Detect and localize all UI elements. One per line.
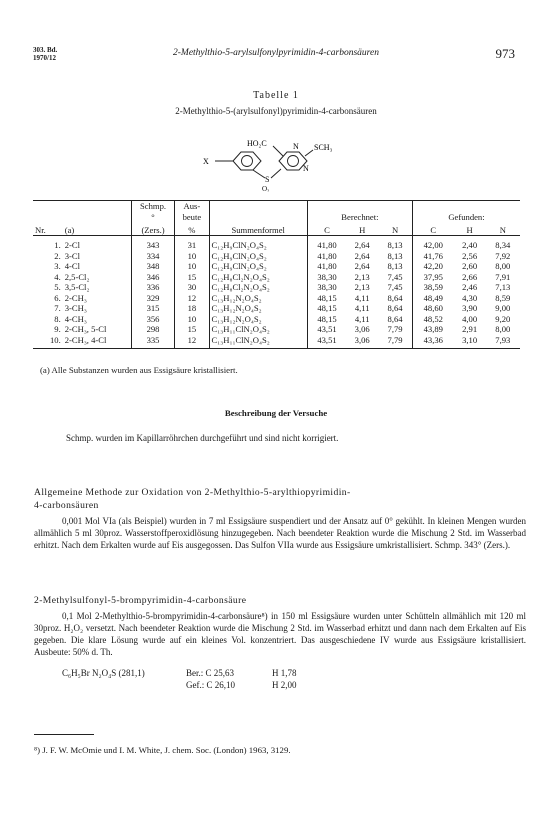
- cell-nr: 2.: [54, 250, 61, 261]
- cell-formula: C₁₂H₈Cl₂N₂O₄S₂: [209, 282, 307, 293]
- cell-gef-h: 2,91: [462, 324, 478, 334]
- cell-gef-n: 9,00: [495, 303, 511, 313]
- cell-ber-h: 2,64: [354, 261, 370, 271]
- s-bond-left: [253, 170, 265, 178]
- cell-ber-n: 8,64: [387, 313, 403, 324]
- results-table: [33, 200, 520, 349]
- aromatic-circle: [242, 156, 253, 167]
- table-row: [33, 335, 520, 349]
- intro-paragraph: Schmp. wurden im Kapillarröhrchen durchgeführt und sind nicht korrigiert.: [66, 433, 339, 443]
- cell-gef-n: 9,20: [495, 313, 511, 324]
- cell-ber-n: 7,45: [387, 271, 403, 282]
- table-row: [33, 261, 520, 272]
- cell-mp: 329: [131, 293, 174, 304]
- acid-bond: [273, 146, 283, 156]
- cell-gef-h: 2,46: [462, 282, 478, 292]
- table-row: [33, 293, 520, 304]
- page-header: [33, 46, 519, 72]
- cell-formula: C₁₃H₁₂N₂O₄S₂: [209, 303, 307, 314]
- cell-ber-n: 8,64: [387, 292, 403, 303]
- method-heading-line1: Allgemeine Methode zur Oxidation von 2-Methylthio-5-arylthiopyrimidin-: [34, 487, 351, 498]
- cell-mp: 348: [131, 261, 174, 272]
- cell-nr: 8.: [54, 313, 61, 324]
- cell-ber-c: 48,15: [307, 303, 346, 314]
- cell-ber-h: 4,11: [354, 303, 370, 313]
- cell-nr: 1.: [54, 240, 61, 250]
- col-berechnet: Berechnet:: [307, 201, 412, 223]
- cell-mp: 343: [131, 236, 174, 251]
- cell-ber-c: 41,80: [307, 261, 346, 272]
- aus-label: Aus-: [183, 201, 201, 211]
- cell-ber-c: 38,30: [307, 272, 346, 283]
- method-heading-line2: 4-carbonsäuren: [34, 500, 99, 511]
- cell-yield: 10: [175, 251, 209, 262]
- col-a: (a): [63, 222, 132, 236]
- cell-nr: 7.: [54, 303, 61, 313]
- col-gef-n: N: [486, 222, 520, 236]
- cell-gef-c: 38,59: [412, 282, 453, 293]
- cell-ber-n: 7,45: [387, 282, 403, 292]
- analysis-ber-h: H 1,78: [272, 668, 297, 678]
- cell-ber-n: 7,79: [387, 334, 403, 345]
- cell-yield: 10: [175, 314, 209, 325]
- col-pct: %: [175, 222, 209, 236]
- cell-gef-c: 43,89: [412, 324, 453, 335]
- cell-gef-h: 2,56: [462, 250, 478, 261]
- cell-substituent: 3-CH₃: [64, 303, 87, 313]
- cell-nr: 9.: [54, 324, 61, 334]
- analysis-gef-h: H 2,00: [272, 680, 297, 690]
- cell-ber-h: 3,06: [354, 324, 370, 334]
- table-title: Tabelle 1: [253, 90, 299, 101]
- page-number: 973: [495, 46, 515, 61]
- beute-label: beute: [182, 211, 202, 222]
- header-row-top: [33, 201, 520, 223]
- cell-gef-h: 3,90: [462, 303, 478, 313]
- n-top-label: N: [293, 142, 299, 151]
- analysis-ber: Ber.: C 25,63: [186, 668, 235, 678]
- chemical-structure: [195, 128, 355, 192]
- cell-ber-h: 4,11: [354, 292, 370, 303]
- table-footnote: (a) Alle Substanzen wurden aus Essigsäure kristallisiert.: [40, 365, 238, 375]
- sulfur-label: S: [265, 175, 270, 184]
- sch3-bond: [305, 150, 313, 156]
- cell-gef-h: 2,40: [462, 240, 478, 250]
- cell-gef-c: 43,36: [412, 335, 453, 349]
- n-bottom-label: N: [303, 164, 309, 173]
- col-gefunden: Gefunden:: [412, 201, 520, 223]
- col-summenformel: Summenformel: [209, 222, 307, 236]
- cell-yield: 30: [175, 282, 209, 293]
- cell-yield: 12: [175, 335, 209, 349]
- col-ausbeute: [175, 201, 209, 223]
- cell-ber-n: 8,13: [387, 261, 403, 271]
- cell-ber-c: 48,15: [307, 293, 346, 304]
- table-row: [33, 272, 520, 283]
- analysis-gef: Gef.: C 26,10: [186, 680, 235, 690]
- cell-gef-c: 42,20: [412, 261, 453, 272]
- cell-formula: C₁₃H₁₂N₂O₄S₂: [209, 314, 307, 325]
- col-ber-h: H: [346, 222, 378, 236]
- cell-ber-c: 43,51: [307, 335, 346, 349]
- cell-yield: 15: [175, 324, 209, 335]
- cell-mp: 315: [131, 303, 174, 314]
- cell-gef-n: 7,13: [495, 282, 511, 292]
- cell-yield: 10: [175, 261, 209, 272]
- cell-mp: 335: [131, 335, 174, 349]
- cell-gef-n: 8,59: [495, 292, 511, 303]
- cell-mp: 298: [131, 324, 174, 335]
- cell-ber-c: 41,80: [307, 236, 346, 251]
- cell-formula: C₁₂H₉ClN₂O₄S₂: [209, 261, 307, 272]
- cell-gef-n: 8,34: [495, 240, 511, 250]
- running-title: 2-Methylthio-5-arylsulfonylpyrimidin-4-carbonsäuren: [173, 48, 379, 58]
- cell-yield: 12: [175, 293, 209, 304]
- cell-substituent: 3-Cl: [64, 250, 80, 261]
- compound-heading: 2-Methylsulfonyl-5-brompyrimidin-4-carbonsäure: [34, 595, 247, 606]
- col-nr: Nr.: [33, 222, 63, 236]
- x-label: X: [203, 157, 209, 166]
- cell-gef-h: 2,66: [462, 271, 478, 282]
- cell-gef-h: 2,60: [462, 261, 478, 271]
- cell-ber-n: 7,79: [387, 324, 403, 334]
- table-subtitle: 2-Methylthio-5-(arylsulfonyl)pyrimidin-4-carbonsäuren: [175, 106, 377, 116]
- cell-gef-n: 8,00: [495, 324, 511, 334]
- cell-mp: 334: [131, 251, 174, 262]
- cell-ber-h: 3,06: [354, 334, 370, 345]
- cell-gef-c: 42,00: [412, 236, 453, 251]
- cell-ber-h: 2,13: [354, 282, 370, 292]
- col-gef-h: H: [454, 222, 486, 236]
- cell-mp: 356: [131, 314, 174, 325]
- cell-gef-c: 37,95: [412, 272, 453, 283]
- schmp-label: Schmp.: [140, 201, 167, 211]
- method-paragraph: 0,001 Mol VIa (als Beispiel) wurden in 7 ml Essigsäure suspendiert und der Ansatz auf 0° gekühlt. In kleinen Mengen wurden allmählich 5 ml 30proz. Wasserstoffperoxidlösung hinzugegeben. Nach beendeter Reaktion wurde die Mischung 2 Std. im Wasserbad erhitzt. Nach dem Erkalten wurde auf Eis ausgegossen. Das Sulfon VIIa wurde aus Essigsäure umkristallisiert. Schmp. 343° (Zers.).: [34, 516, 526, 550]
- cell-ber-h: 2,13: [354, 271, 370, 282]
- col-ber-c: C: [307, 222, 346, 236]
- sch3-label: SCH₃: [314, 143, 333, 152]
- s-bond-right: [271, 169, 281, 178]
- cell-yield: 31: [175, 236, 209, 251]
- cell-substituent: 2-CH₃: [64, 292, 87, 303]
- cell-gef-n: 8,00: [495, 261, 511, 271]
- cell-gef-c: 48,52: [412, 314, 453, 325]
- cell-gef-n: 7,93: [495, 334, 511, 345]
- page-footnote: ⁸) J. F. W. McOmie und I. M. White, J. chem. Soc. (London) 1963, 3129.: [34, 745, 291, 755]
- benzene-ring: [233, 152, 261, 170]
- col-ber-n: N: [378, 222, 412, 236]
- col-gef-c: C: [412, 222, 453, 236]
- cell-nr: 4.: [54, 271, 61, 282]
- table-row: [33, 282, 520, 293]
- volume-number: 303. Bd.: [33, 46, 58, 54]
- cell-formula: C₁₂H₉ClN₂O₄S₂: [209, 236, 307, 251]
- cell-yield: 15: [175, 272, 209, 283]
- cell-nr: 6.: [54, 292, 61, 303]
- cell-yield: 18: [175, 303, 209, 314]
- table-row: [33, 324, 520, 335]
- cell-formula: C₁₃H₁₁ClN₂O₄S₂: [209, 335, 307, 349]
- cell-formula: C₁₃H₁₁ClN₂O₄S₂: [209, 324, 307, 335]
- section-title: Beschreibung der Versuche: [224, 408, 328, 418]
- cell-substituent: 3,5-Cl₂: [64, 282, 90, 292]
- col-schmp: [131, 201, 174, 223]
- cell-gef-n: 7,92: [495, 250, 511, 261]
- cell-formula: C₁₃H₁₂N₂O₄S₂: [209, 293, 307, 304]
- cell-ber-c: 48,15: [307, 314, 346, 325]
- cell-formula: C₁₂H₈Cl₂N₂O₄S₂: [209, 272, 307, 283]
- pyrimidine-circle: [288, 156, 299, 167]
- analysis-formula: C₆H₅Br N₂O₄S (281,1): [62, 668, 145, 678]
- cell-formula: C₁₂H₉ClN₂O₄S₂: [209, 251, 307, 262]
- table-row: [33, 236, 520, 251]
- table-row: [33, 314, 520, 325]
- cell-substituent: 2-Cl: [64, 240, 80, 250]
- o2-label: O₂: [262, 185, 270, 192]
- col-zers: (Zers.): [131, 222, 174, 236]
- cell-substituent: 2-CH₃, 5-Cl: [64, 324, 107, 334]
- cell-ber-n: 8,13: [387, 240, 403, 250]
- cell-gef-n: 7,91: [495, 271, 511, 282]
- footnote-divider: [34, 734, 94, 735]
- cell-ber-c: 43,51: [307, 324, 346, 335]
- cell-nr: 5.: [54, 282, 61, 292]
- table-row: [33, 251, 520, 262]
- cell-gef-c: 48,60: [412, 303, 453, 314]
- cell-substituent: 4-CH₃: [64, 313, 87, 324]
- cell-nr: 10.: [49, 334, 61, 345]
- cell-gef-h: 4,00: [462, 313, 478, 324]
- acid-label: HO₂C: [247, 139, 267, 148]
- cell-gef-h: 4,30: [462, 292, 478, 303]
- volume-year: 1970/12: [33, 54, 56, 62]
- cell-substituent: 2-CH₃, 4-Cl: [64, 334, 107, 345]
- cell-gef-c: 48,49: [412, 293, 453, 304]
- cell-ber-h: 2,64: [354, 250, 370, 261]
- cell-ber-n: 8,64: [387, 303, 403, 313]
- cell-substituent: 2,5-Cl₂: [64, 271, 90, 282]
- cell-ber-c: 41,80: [307, 251, 346, 262]
- cell-substituent: 4-Cl: [64, 261, 80, 271]
- cell-ber-h: 2,64: [354, 240, 370, 250]
- cell-ber-c: 38,30: [307, 282, 346, 293]
- cell-mp: 336: [131, 282, 174, 293]
- cell-nr: 3.: [54, 261, 61, 271]
- table-row: [33, 303, 520, 314]
- compound-paragraph: 0,1 Mol 2-Methylthio-5-brompyrimidin-4-carbonsäure⁸) in 150 ml Essigsäure wurden unter Schütteln allmählich mit 120 ml 30proz. H₂O₂ versetzt. Nach beendeter Reaktion wurde die Mischung 2 Std. im Wasserbad erhitzt und dann nach dem Erkalten auf Eis gegeben. Die klare Lösung wurde auf ein kleines Vol. konzentriert. Das ausgeschiedene IV wurde aus Essigsäure kristallisiert. Ausbeute: 50% d. Th.: [34, 611, 526, 657]
- cell-ber-h: 4,11: [354, 313, 370, 324]
- deg-label: °: [151, 211, 155, 222]
- cell-gef-h: 3,10: [462, 334, 478, 345]
- cell-gef-c: 41,76: [412, 251, 453, 262]
- header-row-bottom: [33, 222, 520, 236]
- cell-ber-n: 8,13: [387, 250, 403, 261]
- cell-mp: 346: [131, 272, 174, 283]
